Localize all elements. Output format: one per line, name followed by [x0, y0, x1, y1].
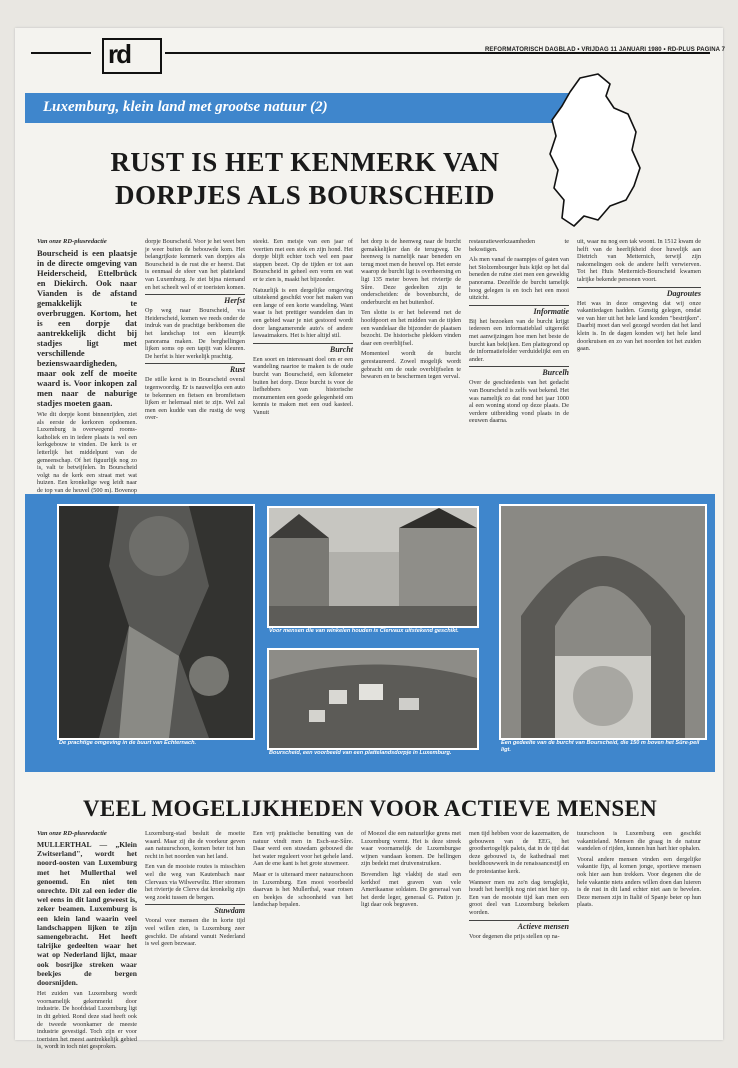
byline: Van onze RD-plusredactie — [37, 238, 107, 245]
subhead-actieve-mensen: Actieve mensen — [469, 920, 569, 931]
masthead-info: REFORMATORISCH DAGBLAD • VRIJDAG 11 JANUARI 1980 • RD-PLUS PAGINA 7 — [485, 47, 726, 53]
article1-text: dorpje Bourscheid. Voor je het weet ben je weer buiten de bebouwde kom. Het belangrijkste kenmerk van dorpjes als Bourscheid is de rust die er heerst. Dat is eenmaal de sfeer van het platteland van Luxemburg. Je ziet bijna niemand en het scheelt wel of er toeristen komen. — [145, 238, 245, 291]
article2-text: Een van de mooiste routes is misschien wel die weg van Kautenbach naar Clervaux via Wilwerwiltz. Hier stromen het riviertje de Clerve dat kronkelig zijn weg zoekt tussen de bergen. — [145, 863, 245, 901]
village-aerial-image — [269, 650, 477, 748]
rd-logo: rd — [108, 39, 130, 69]
subhead-burcelh: Burcelh — [469, 366, 569, 377]
subhead-burcht: Burcht — [253, 343, 353, 354]
subhead-informatie: Informatie — [469, 305, 569, 316]
headline: RUST IS HET KENMERK VAN DORPJES ALS BOURSCHEID — [110, 147, 500, 210]
article2-text: Een vrij praktische benutting van de natuur vindt men in Esch-sur-Sûre. Daar werd een stuwdam gebouwd die het water reguleert voor het gehele land. Aan de ene kant is het grote stuwmeer. — [253, 830, 353, 868]
article1-text: Over de geschiedenis van het gedacht van Bourscheid is zelfs wat bekend. Het was namelijk zo dat rond het jaar 1000 al een woning stond op deze plaats. De verdere uitbreiding vond plaats in de eeuwen daarna. — [469, 379, 569, 425]
castle-arch-image — [501, 506, 705, 738]
series-title: Luxemburg, klein land met grootse natuur (2) — [43, 99, 328, 115]
article1-text: Een soort en interessant doel om er een wandeling naartoe te maken is de oude burcht van Bourscheid, een kilometer buiten het dorp. Deze burcht is voor de liefhebbers van historische monumenten een goede gelegenheid om kennis te maken met een oud kasteel. Vanuit — [253, 355, 353, 416]
article2-text: Vooral andere mensen vinden een dergelijke vakantie fijn, al komen jonge, sportieve mensen ook hier aan hun trekken. Voor degenen die de hele vakantie niets anders willen doen dan luieren is de rust in dit land echter niet aan te bevelen. Deze mensen zijn in Italië of Spanje beter op hun plaats. — [577, 855, 701, 909]
subhead-rust: Rust — [145, 363, 245, 374]
article1-text: restauratiewerkzaamheden te bekostigen. — [469, 238, 569, 253]
article2-text: Voor degenen die prijs stellen op na- — [469, 932, 560, 940]
caption-burcht: Een gedeelte van de burcht van Bourscheid, die 150 m boven het Sûre-peil ligt. — [501, 740, 700, 753]
article2-text: of Moezel die een natuurlijke grens met Luxemburg vormt. Het is deze streek waar voornamelijk de Luxemburgse wijnen vandaan komen. De hellingen zijn bedekt met druivenstruiken. — [361, 830, 461, 868]
article2-column-5 — [469, 830, 569, 1030]
article1-text: Bij het bezoeken van de burcht krijgt iedereen een informatieblad uitgereikt met aanwijzingen hoe men het beste de burcht kan bekijken. Een plattegrond op de informatiefolder verduidelijkt een en ander. — [469, 317, 569, 363]
photo-bourscheid — [267, 648, 479, 750]
article1-column-5 — [469, 238, 569, 486]
article2-text: men tijd hebben voor de kazematten, de gebouwen van de EEG, het groothertogelijk paleis, dat in de tijd dat deze gebouwd is, de kathedraal met beeldhouwwerk in de renaissancestijl en de protestantse kerk. — [469, 830, 569, 875]
photo-clervaux — [267, 506, 479, 628]
headline-2: VEEL MOGELIJKHEDEN VOOR ACTIEVE MENSEN — [82, 796, 658, 821]
article1-text: Als men vanaf de raampjes of gaten van het Stolzembourger huis kijkt op het dal beneden de ruïne ziet men een geweldig panorama. Dezelfde de burcht tamelijk hoog gelegen is en toch het een mooi uitzicht. — [469, 256, 569, 302]
byline-2: Van onze RD-plusredactie — [37, 830, 107, 837]
subhead-stuwdam: Stuwdam — [145, 904, 245, 915]
article1-column-3 — [253, 238, 353, 486]
article2-column-3 — [253, 830, 353, 1030]
caption-clervaux: Voor mensen die van winkelen houden is Clervaux uitstekend geschikt. — [269, 628, 459, 634]
article1-column-2 — [145, 238, 245, 486]
article2-column-4 — [361, 830, 461, 1030]
newspaper-page — [15, 28, 726, 1051]
article1-text: steekt. Een meisje van een jaar of veertien met een stok en zijn hond. Het dorpje blijft echter toch wel een paar stappen bezet. Op de tijden er tot aan Bourscheid in geheel een vorm en wat er te zien is, maakt het bijzonder. — [253, 238, 353, 283]
article1-text: Momenteel wordt de burcht gerestaureerd. Zowel mogelijk wordt gebracht om de oude overblijfselen te bewaren en te beschermen tegen verval. — [361, 350, 461, 381]
luxembourg-map-icon — [540, 70, 650, 240]
rocky-gorge-image — [59, 506, 253, 738]
subhead-dagroutes: Dagroutes — [577, 287, 701, 298]
town-street-image — [269, 508, 477, 626]
article1-text: Natuurlijk is een dergelijke omgeving uitstekend geschikt voor het maken van een lange of een korte wandeling. Want waar is het prettiger wandelen dan in een gebied waar je niet gestoord wordt door langzamerende auto's of andere lawaaimakers. Het is hier altijd stil. — [253, 286, 353, 340]
article2-text: Luxemburg-stad besluit de moeite waard. Maar zij die de voorkeur geven aan natuurschoon, komen beter tot hun recht in het noorden van het land. — [145, 830, 245, 860]
masthead-rule-left — [31, 52, 91, 54]
article1-text: uit, waar nu nog een tak woont. In 1512 kwam de helft van de heerlijkheid door huwelijk aan Dietrich van Metternich, terwijl zijn nakomelingen ook de andere helft verwierven. Tot het Huis Metternich-Bourscheid kwamen talrijke bekende personen voort. — [577, 238, 701, 283]
article2-text: Wanneer men nu zo'n dag terugkijkt, houdt het heerlijk nog niet niet hier op. Een van de mooiste tijd kan men een groot deel van Luxemburg bekeken worden. — [469, 878, 569, 916]
article2-column-1 — [37, 830, 137, 1051]
subhead-herfst: Herfst — [145, 294, 245, 305]
article1-text: Ten slotte is er het belevend net de hoofdpoort en het midden van de tijden een wandelaar die bijzonder de plaatsen bezocht. De historische plekken vinden daar een overblijfsel. — [361, 309, 461, 347]
article1-text: De stille kerst is in Bourscheid overal tegenwoordig. Er is nauwelijks een auto te bekennen en fietsen en bromfietsen lijken er helemaal niet te zijn. Wel zal men een kudde van die rustig de weg over- — [145, 376, 245, 422]
article1-text: het dorp is de heenweg naar de burcht gemakkelijker dan de terugweg. De heenweg is namelijk naar beneden en terug moet men de heuvel op. Het eerste waarop de burcht ligt is overheersing en ligt 135 meter boven het riviertje de Sûre. Deze gedeelten zijn te onderscheiden: de bovenburcht, de onderburcht en het buitenhof. — [361, 238, 461, 306]
article2-text: Maar er is uiteraard meer natuurschoon in Luxemburg. Een mooi voorbeeld daarvan is het Mullerthal, waar rotsen en beekjes de schoonheid van het landschap bepalen. — [253, 870, 353, 909]
article2-text: tuurschoon is Luxemburg een geschikt vakantieland. Mensen die graag in de natuur wandelen of rijden, kunnen hun hart hier ophalen. — [577, 830, 701, 853]
article1-text: Op weg naar Bourscheid, via Heiderscheid, komen we reeds onder de indruk van de prachtige berkbomen die het landschap tot een kleurrijk panorama maken. De berghellingen lijken soms op een tapijt van kleuren. De herfst is hier werkelijk prachtig. — [145, 307, 245, 360]
article1-column-4 — [361, 238, 461, 486]
article1-column-6 — [577, 238, 701, 486]
article1-text: Het was in deze omgeving dat wij onze vakantiedagen hadden. Gunstig gelegen, omdat we van hier uit het hele land konden "bestrijken". Daarbij moet dan wel gezegd worden dat het land klein is. In de dagen konden wij het hele land doorkruisen en zo van het noorden tot het zuiden gaan. — [577, 299, 701, 353]
article2-text: Vooral voor mensen die in korte tijd veel willen zien, is Luxemburg zeer geschikt. De afstand vanuit Nederland is wel geen bezwaar. — [145, 917, 245, 948]
caption-echternach: De prachtige omgeving in de buurt van Echternach. — [59, 740, 197, 746]
photo-echternach — [57, 504, 255, 740]
article2-lead: MULLERTHAL — „Klein Zwitserland", wordt het noord-oosten van Luxemburg met het Mullerthal wel genoemd. En niet ten onrechte. Dit zal een ieder die wel eens in dit land geweest is, zeker beamen. Luxemburg is een klein land waarin veel landschappen lijken te zijn samengebracht. Het heeft talrijke gedeelten waar het wat op Nederland lijkt, maar ook bosrijke streken waar beekjes de bergen doorsnijden. — [37, 840, 137, 988]
article1-column-1 — [37, 238, 137, 494]
article2-column-6 — [577, 830, 701, 1030]
caption-bourscheid: Bourscheid, een voorbeeld van een plattelandsdorpje in Luxemburg. — [269, 750, 452, 756]
article1-lead: Bourscheid is een plaatsje in de directe omgeving van Heiderscheid, Ettelbrück en Diekirch. Ook naar Vianden is de afstand gemakkelijk te overbruggen. Kortom, het is een dorpje dat aantrekkelijk dicht bij stadjes ligt met verschillende bezienswaardigheden, maar ook zelf de moeite waard is. Voor inkopen zal men naar de naburige stadjes moeten gaan. — [37, 248, 137, 408]
photo-burcht — [499, 504, 707, 740]
article2-text: Bovendien ligt vlakbij de stad een kerkhof met graven van vele Amerikaanse soldaten. De generaal van het derde leger, generaal G. Patton jr. ligt daar ook begraven. — [361, 870, 461, 909]
article2-text: Het zuiden van Luxemburg wordt voornamelijk gekenmerkt door industrie. De hoofdstad Luxemburg ligt in dit gebied. Rond deze stad heeft ook de tweede woonkamer de meeste industrie gevestigd. Toch zijn er voor toeristen het meest aantrekkelijk gebied is, wordt in toch niet gesproken. — [37, 990, 137, 1051]
article2-column-2 — [145, 830, 245, 1030]
article1-text: Wie dit dorpje komt binnenrijden, ziet als eerste de kerkoren opdoemen. Luxemburg is overwegend rooms-katholiek en in iedere plaats is wel een kerkgebouw te vinden. De kerk is er letterlijk het middelpunt van de gemeenschap. Of het figuurlijk nog zo is, valt te betwijfelen. In Bourscheid volgt na de kerk een straat met wat huizen. Een kronkelige weg leidt naar de top van de heuvel (500 m). Bovenop — [37, 411, 137, 494]
